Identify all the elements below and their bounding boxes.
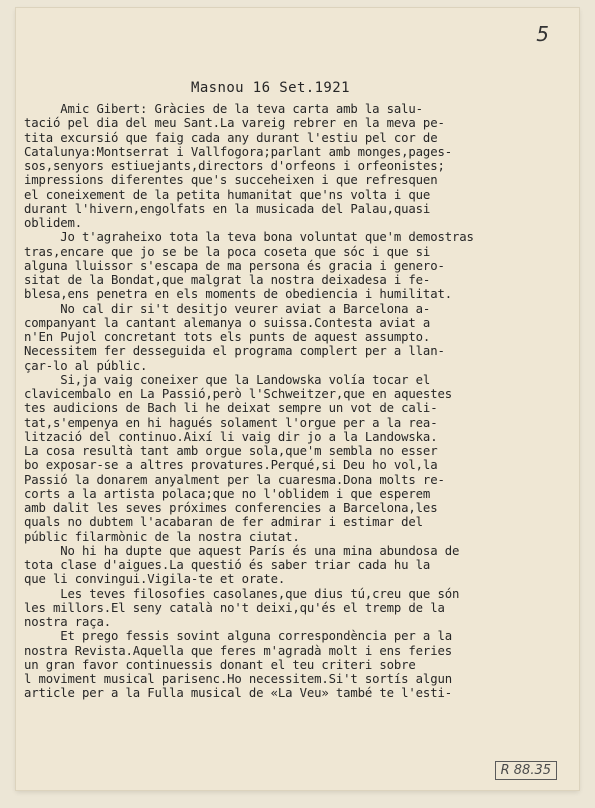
letter-line: impressions diferentes que's succeheixen i que refresquen: [24, 173, 438, 188]
letter-line: corts a la artista polaca;que no l'oblidem i que esperem: [24, 486, 431, 501]
letter-line: clavicembalo en La Passió,però l'Schweitzer,que en aquestes: [24, 387, 452, 401]
letter-line: Amic Gibert: Gràcies de la teva carta amb la salu-: [24, 102, 423, 116]
page-number: 5: [536, 22, 549, 46]
letter-line: Catalunya:Montserrat i Vallfogora;parlant amb monges,pages-: [24, 144, 452, 159]
letter-line: oblidem.: [24, 216, 83, 230]
letter-line: n'En Pujol concretant tots els punts de aquest assumpto.: [24, 330, 431, 344]
letter-line: un gran favor continuessis donant el teu criteri sobre: [24, 657, 416, 672]
archive-reference-stamp: R 88.35: [495, 761, 557, 780]
letter-line: les millors.El seny català no't deixi,qu'és el tremp de la: [24, 600, 445, 615]
letter-line: tras,encare que jo se be la poca coseta que sóc i que si: [24, 244, 431, 259]
letter-body: [24, 102, 574, 701]
letter-line: La cosa resultà tant amb orgue sola,que'm sembla no esser: [24, 444, 438, 458]
letter-line: çar-lo al públic.: [24, 358, 148, 373]
letter-line: alguna lluissor s'escapa de ma persona és gracia i genero-: [24, 258, 445, 273]
letter-date: Masnou 16 Set.1921: [191, 80, 350, 96]
letter-line: tes audicions de Bach li he deixat sempre un vot de cali-: [24, 401, 438, 416]
letter-line: tota clase d'aigues.La questió és saber triar cada hu la: [24, 558, 431, 572]
letter-line: nostra Revista.Aquella que feres m'agradà molt i ens feries: [24, 643, 452, 658]
letter-line: blesa,ens penetra en els moments de obediencia i humilitat.: [24, 287, 452, 302]
letter-line: durant l'hivern,engolfats en la musicada del Palau,quasi: [24, 201, 431, 216]
letter-line: No cal dir si't desitjo veurer aviat a Barcelona a-: [24, 301, 431, 316]
letter-page: [16, 8, 579, 790]
letter-line: tació pel dia del meu Sant.La vareig rebrer en la meva pe-: [24, 116, 445, 131]
letter-line: No hi ha dupte que aquest París és una mina abundosa de: [24, 543, 460, 558]
letter-line: nostra raça.: [24, 615, 112, 629]
letter-line: companyant la cantant alemanya o suissa.Contesta aviat a: [24, 315, 431, 330]
letter-line: lització del continuo.Així li vaig dir jo a la Landowska.: [24, 429, 438, 444]
letter-line: Les teves filosofies casolanes,que dius tú,creu que són: [24, 586, 460, 601]
letter-line: tat,s'empenya en hi hagués solament l'orgue per a la rea-: [24, 415, 438, 430]
letter-line: sitat de la Bondat,que malgrat la nostra deixadesa i fe-: [24, 273, 431, 287]
letter-line: que li convingui.Vigila-te et orate.: [24, 572, 286, 587]
letter-line: article per a la Fulla musical de «La Veu» també te l'esti-: [24, 686, 452, 701]
letter-line: Necessitem fer desseguida el programa complert per a llan-: [24, 344, 445, 359]
letter-line: l moviment musical parisenc.Ho necessitem.Si't sortís algun: [24, 672, 452, 686]
letter-line: Si,ja vaig coneixer que la Landowska volía tocar el: [24, 372, 431, 387]
letter-line: tita excursió que faig cada any durant l'estiu pel cor de: [24, 130, 438, 145]
letter-line: el coneixement de la petita humanitat que'ns volta i que: [24, 187, 431, 202]
letter-line: públic filarmònic de la nostra ciutat.: [24, 529, 300, 544]
letter-line: Et prego fessis sovint alguna correspondència per a la: [24, 629, 452, 644]
letter-line: sos,senyors estiuejants,directors d'orfeons i orfeonistes;: [24, 159, 445, 173]
letter-line: bo exposar-se a altres provatures.Perqué,si Deu ho vol,la: [24, 458, 438, 473]
letter-line: quals no dubtem l'acabaran de fer admirar i estimar del: [24, 515, 423, 530]
letter-line: amb dalit les seves próximes conferencies a Barcelona,les: [24, 501, 438, 515]
letter-line: Jo t'agraheixo tota la teva bona voluntat que'm demostras: [24, 230, 474, 245]
letter-line: Passió la donarem anyalment per la cuaresma.Dona molts re-: [24, 472, 445, 487]
